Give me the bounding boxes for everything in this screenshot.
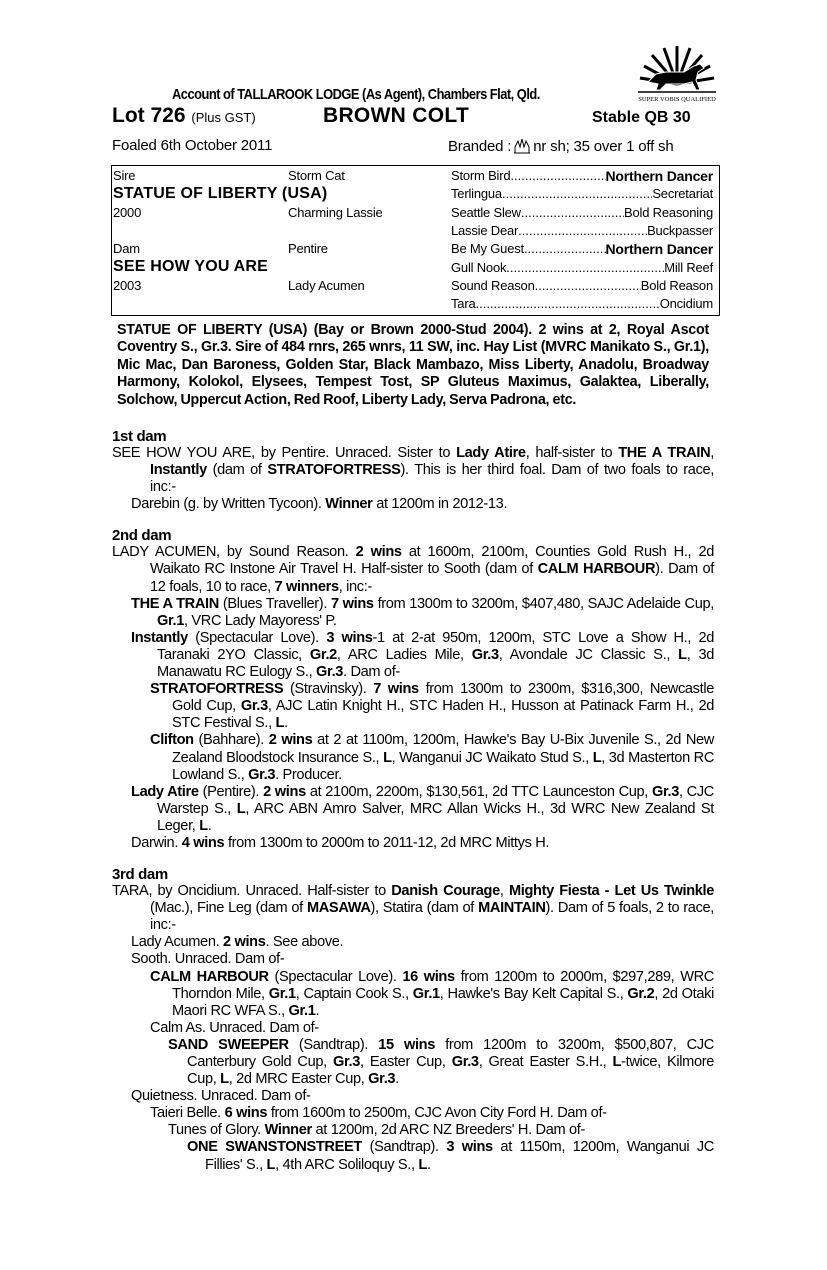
produce-entry: [112, 630, 714, 681]
pedigree-grandparent-row: [451, 167, 713, 185]
text: -twice, Kilmore Cup,: [187, 1054, 714, 1088]
leader-dots: [476, 295, 660, 313]
bold-text: Gr.3: [451, 1054, 479, 1070]
text: .: [284, 715, 288, 732]
bold-text: L: [266, 1156, 276, 1173]
plus-gst-note: (Plus GST): [191, 110, 256, 125]
pedigree-table: [111, 165, 720, 316]
dam-section: [112, 527, 714, 852]
text: (Stravinsky).: [283, 681, 374, 698]
leader-dots: [502, 185, 652, 203]
produce-entry: [112, 544, 714, 595]
text: at 1200m, 2d ARC NZ Breeders' H. Dam of-: [311, 1122, 585, 1139]
ancestor-name: Sound Reason: [451, 277, 535, 293]
bold-text: 7 wins: [330, 595, 374, 612]
ancestor-sire: Secretariat: [652, 186, 713, 202]
text: from 1600m to 2500m, CJC Avon City Ford H. Dam of-: [267, 1105, 607, 1122]
section-heading: 2nd dam: [112, 527, 172, 545]
text: SEE HOW YOU ARE, by Pentire. Unraced. Sister to: [112, 445, 457, 461]
produce-entry: [112, 1105, 714, 1122]
pedigree-grandparent-row: [451, 222, 713, 240]
text: (Bahhare).: [193, 732, 269, 749]
produce-entry: [112, 732, 714, 783]
bold-text: MAINTAIN: [478, 900, 546, 917]
text: ). Dam of 12 foals, 10 to race,: [150, 561, 714, 595]
bold-text: L: [592, 749, 602, 766]
bold-text: SAND SWEEPER: [168, 1036, 289, 1053]
bold-text: Winner: [264, 1122, 312, 1139]
dam-section: [112, 428, 714, 513]
bold-text: Gr.1: [412, 985, 440, 1002]
pedigree-grandparent-row: [451, 295, 713, 313]
pedigree-grandparent-row: [451, 277, 713, 295]
ancestor-name: Terlingua: [451, 186, 502, 202]
bold-text: CALM HARBOUR: [150, 968, 269, 985]
bold-text: L: [236, 800, 246, 817]
text: , 4th ARC Soliloquy S.,: [275, 1156, 419, 1173]
text: , Easter Cup,: [360, 1054, 452, 1070]
bold-text: MASAWA: [306, 900, 371, 917]
text: (dam of: [206, 462, 268, 479]
text: , Avondale JC Classic S.,: [498, 646, 679, 663]
bold-text: Gr.3: [368, 1071, 396, 1088]
leader-dots: [535, 277, 641, 295]
section-heading: 1st dam: [112, 428, 167, 445]
dam-lines: [112, 428, 714, 1188]
pedigree-grandparent-row: [451, 259, 713, 277]
bold-text: L: [220, 1071, 229, 1088]
bold-text: 3 wins: [446, 1139, 493, 1156]
bold-text: 2 wins: [355, 544, 402, 561]
produce-entry: [112, 596, 714, 630]
text: , 2d Otaki Maori RC WFA S.,: [172, 985, 714, 1019]
lot-title: BROWN COLT: [323, 104, 470, 127]
ancestor-name: Tara: [451, 296, 476, 312]
ancestor-sire: Bold Reasoning: [624, 204, 713, 220]
bold-text: 15 wins: [378, 1036, 435, 1053]
bold-text: Clifton: [150, 732, 194, 749]
produce-entry: [112, 934, 714, 951]
text: , 3d Masterton RC Lowland S.,: [172, 749, 715, 783]
bold-text: Instantly: [131, 629, 188, 646]
produce-entry: [112, 496, 714, 513]
bold-text: THE A TRAIN: [131, 595, 219, 612]
text: (Blues Traveller).: [218, 595, 331, 612]
bold-text: L: [418, 1156, 427, 1173]
produce-entry: [112, 1139, 714, 1173]
ancestor-name: Storm Bird: [451, 168, 511, 183]
ancestor-name: Seattle Slew: [451, 204, 521, 220]
sire-label: Sire: [113, 168, 136, 183]
leader-dots: [518, 222, 647, 240]
lot-label: Lot 726: [112, 104, 186, 127]
ancestor-sire: Buckpasser: [647, 222, 713, 238]
produce-entry: [112, 835, 714, 852]
produce-entry: [112, 969, 714, 1020]
ancestor-sire: Northern Dancer: [605, 241, 713, 258]
bold-text: L: [612, 1054, 622, 1070]
text: at 1150m, 1200m, Wanganui JC Fillies' S.,: [205, 1139, 714, 1173]
dam-section: [112, 866, 714, 1174]
ancestor-name: Lassie Dear: [451, 222, 519, 238]
text: (Spectacular Love).: [268, 968, 403, 985]
bold-text: Mighty Fiesta - Let Us Twinkle: [508, 883, 714, 900]
bold-text: Gr.3: [248, 766, 276, 783]
text: . See above.: [265, 934, 344, 951]
section-heading: 3rd dam: [112, 866, 168, 884]
bold-text: 2 wins: [263, 783, 306, 800]
leader-dots: [510, 167, 605, 185]
produce-entry: [112, 951, 714, 968]
bold-text: Gr.2: [309, 646, 337, 663]
ancestor-sire: Oncidium: [659, 296, 713, 312]
pedigree-grandparent-row: [451, 204, 713, 222]
bold-text: 3 wins: [326, 629, 373, 646]
text: TARA, by Oncidium. Unraced. Half-sister to: [112, 883, 392, 900]
bold-text: Gr.1: [268, 985, 296, 1002]
text: , Wanganui JC Waikato Stud S.,: [391, 749, 593, 766]
bold-text: Gr.1: [288, 1002, 316, 1019]
dam-year: 2003: [113, 278, 142, 293]
produce-entry: [112, 1122, 714, 1139]
sire-summary: STATUE OF LIBERTY (USA) (Bay or Brown 2000-Stud 2004). 2 wins at 2, Royal Ascot Coventry S., Gr.3. Sire of 484 rnrs, 265 wnrs, 11 SW, inc. Hay List (MVRC Manikato S., Gr.1), Mic Mac, Dan Baroness, Golden Star, Black Mambazo, Miss Liberty, Anadolu, Broadway Harmony, Kolokol, Elysees, Tempest Tost, SP Gluteus Maximus, Galaktea, Liberally, Solchow, Uppercut Action, Red Roof, Liberty Lady, Serva Padrona, etc.: [117, 322, 709, 408]
dam-label: Dam: [113, 241, 140, 256]
text: , CJC Warstep S.,: [157, 783, 714, 817]
text: , AJC Latin Knight H., STC Haden H., Husson at Patinack Farm H., 2d STC Festival S.,: [172, 698, 714, 732]
bold-text: 6 wins: [224, 1105, 268, 1122]
ancestor-sire: Northern Dancer: [605, 168, 713, 184]
pedigree-grandparent-row: [451, 240, 713, 258]
branding: [448, 137, 673, 155]
text: , VRC Lady Mayoress' P.: [184, 612, 337, 629]
sire-name: STATUE OF LIBERTY (USA): [113, 185, 328, 202]
bold-text: Winner: [325, 496, 373, 513]
text: ,: [499, 883, 509, 900]
text: ). This is her third foal. Dam of two foals to race, inc:-: [150, 462, 714, 496]
leader-dots: [524, 240, 606, 258]
produce-entry: [112, 1020, 714, 1037]
text: . Producer.: [275, 766, 342, 783]
text: from 1300m to 2300m, $316,300, Newcastle Gold Cup,: [172, 681, 714, 715]
super-vobis-logo: [636, 44, 718, 104]
text: Calm As. Unraced. Dam of-: [150, 1019, 319, 1036]
bold-text: 7 winners: [274, 578, 339, 595]
text: , ARC ABN Amro Salver, MRC Allan Wicks H., 3d WRC New Zealand St Leger,: [157, 800, 714, 834]
text: from 1200m to 3200m, $500,807, CJC Canterbury Gold Cup,: [187, 1036, 714, 1070]
bold-text: 2 wins: [268, 732, 313, 749]
text: Tunes of Glory.: [168, 1122, 265, 1139]
text: , Hawke's Bay Kelt Capital S.,: [439, 985, 628, 1002]
text: ). Dam of 5 foals, 2 to race, inc:-: [150, 900, 714, 934]
bold-text: 7 wins: [373, 681, 419, 698]
text: at 2100m, 2200m, $130,561, 2d TTC Launceston Cup,: [305, 783, 652, 800]
bold-text: 4 wins: [181, 834, 225, 851]
dam-sire: Pentire: [288, 241, 328, 256]
bold-text: Danish Courage: [391, 883, 500, 900]
text: , inc:-: [338, 578, 372, 595]
text: (Sandtrap).: [288, 1036, 379, 1053]
bold-text: Gr.3: [651, 783, 679, 800]
produce-entry: [112, 784, 714, 835]
text: Darebin (g. by Written Tycoon).: [131, 496, 326, 513]
text: , half-sister to: [525, 445, 619, 461]
bold-text: ONE SWANSTONSTREET: [187, 1139, 362, 1156]
bold-text: L: [383, 749, 392, 766]
bold-text: L: [678, 646, 687, 663]
produce-entry: [112, 1088, 714, 1105]
text: Lady Acumen.: [131, 934, 223, 951]
ancestor-name: Be My Guest: [451, 241, 524, 257]
text: Darwin.: [131, 834, 182, 851]
leader-dots: [521, 204, 624, 222]
ancestor-sire: Mill Reef: [664, 259, 713, 275]
sire-sire: Storm Cat: [288, 168, 345, 183]
text: , ARC Ladies Mile,: [336, 646, 472, 663]
text: at 1200m in 2012-13.: [372, 496, 508, 513]
bold-text: Lady Atire: [131, 783, 199, 800]
bold-text: L: [199, 817, 208, 834]
bold-text: 16 wins: [402, 968, 455, 985]
sire-year: 2000: [113, 205, 142, 220]
produce-entry: [112, 681, 714, 732]
pedigree-grandparent-row: [451, 185, 713, 203]
brand-mark-icon: [513, 137, 531, 155]
svg-text:SUPER VOBIS QUALIFIED: SUPER VOBIS QUALIFIED: [638, 96, 716, 103]
text: . Dam of-: [343, 664, 400, 681]
branded-label: Branded :: [448, 138, 512, 155]
ancestor-sire: Bold Reason: [640, 277, 713, 293]
produce-entry: [112, 445, 714, 496]
text: from 1300m to 3200m, $407,480, SAJC Adelaide Cup,: [373, 595, 714, 612]
text: (Spectacular Love).: [187, 629, 327, 646]
text: at 1600m, 2100m, Counties Gold Rush H., 2d Waikato RC Instone Air Travel H. Half-sister to Sooth (dam of: [150, 544, 714, 578]
bold-text: Gr.3: [471, 646, 499, 663]
produce-entry: [112, 1037, 714, 1088]
bold-text: Gr.1: [157, 612, 184, 629]
text: , Great Easter S.H.,: [478, 1054, 613, 1070]
text: .: [426, 1156, 431, 1173]
bold-text: Gr.3: [240, 698, 268, 715]
text: from 1200m to 2000m, $297,289, WRC Thorndon Mile,: [172, 968, 715, 1002]
bold-text: L: [275, 715, 285, 732]
ancestor-name: Gull Nook: [451, 259, 507, 275]
text: , 3d Manawatu RC Eulogy S.,: [157, 646, 714, 681]
text: ,: [710, 445, 714, 461]
branded-text: nr sh; 35 over 1 off sh: [533, 138, 674, 155]
bold-text: Gr.3: [333, 1054, 361, 1070]
sire-dam: Charming Lassie: [288, 205, 383, 220]
bold-text: THE A TRAIN: [618, 445, 711, 461]
dam-dam: Lady Acumen: [288, 278, 365, 293]
text: from 1300m to 2000m to 2011-12, 2d MRC Mittys H.: [224, 834, 550, 851]
bold-text: STRATOFORTRESS: [267, 462, 401, 479]
text: , Captain Cook S.,: [295, 985, 413, 1002]
bold-text: Lady Atire: [456, 445, 526, 461]
text: Sooth. Unraced. Dam of-: [131, 951, 285, 968]
text: Taieri Belle.: [150, 1105, 225, 1122]
bold-text: Gr.2: [627, 985, 655, 1002]
dam-name: SEE HOW YOU ARE: [113, 258, 269, 275]
text: .: [207, 817, 212, 834]
bold-text: STRATOFORTRESS: [150, 681, 284, 698]
text: LADY ACUMEN, by Sound Reason.: [112, 544, 356, 561]
leader-dots: [506, 259, 664, 277]
text: -1 at 2-at 950m, 1200m, STC Love a Show H., 2d Taranaki 2YO Classic,: [157, 629, 714, 663]
text: at 2 at 1100m, 1200m, Hawke's Bay U-Bix Juvenile S., 2d New Zealand Bloodstock Insurance S.,: [172, 732, 714, 766]
produce-entry: [112, 883, 714, 934]
text: ), Statira (dam of: [370, 900, 479, 917]
text: .: [395, 1071, 399, 1088]
bold-text: 2 wins: [223, 934, 266, 951]
text: (Pentire).: [198, 783, 264, 800]
text: (Sandtrap).: [361, 1139, 447, 1156]
stable-location: Stable QB 30: [592, 109, 691, 126]
vendor-account: Account of TALLAROOK LODGE (As Agent), Chambers Flat, Qld.: [172, 86, 540, 103]
bold-text: Instantly: [150, 462, 207, 479]
text: , 2d MRC Easter Cup,: [228, 1071, 369, 1088]
lot-number: [112, 104, 256, 128]
text: Quietness. Unraced. Dam of-: [131, 1088, 311, 1105]
foaled-date: Foaled 6th October 2011: [112, 137, 273, 154]
text: (Mac.), Fine Leg (dam of: [150, 900, 307, 917]
text: .: [315, 1002, 320, 1019]
bold-text: Gr.3: [316, 664, 344, 681]
bold-text: CALM HARBOUR: [537, 561, 656, 578]
